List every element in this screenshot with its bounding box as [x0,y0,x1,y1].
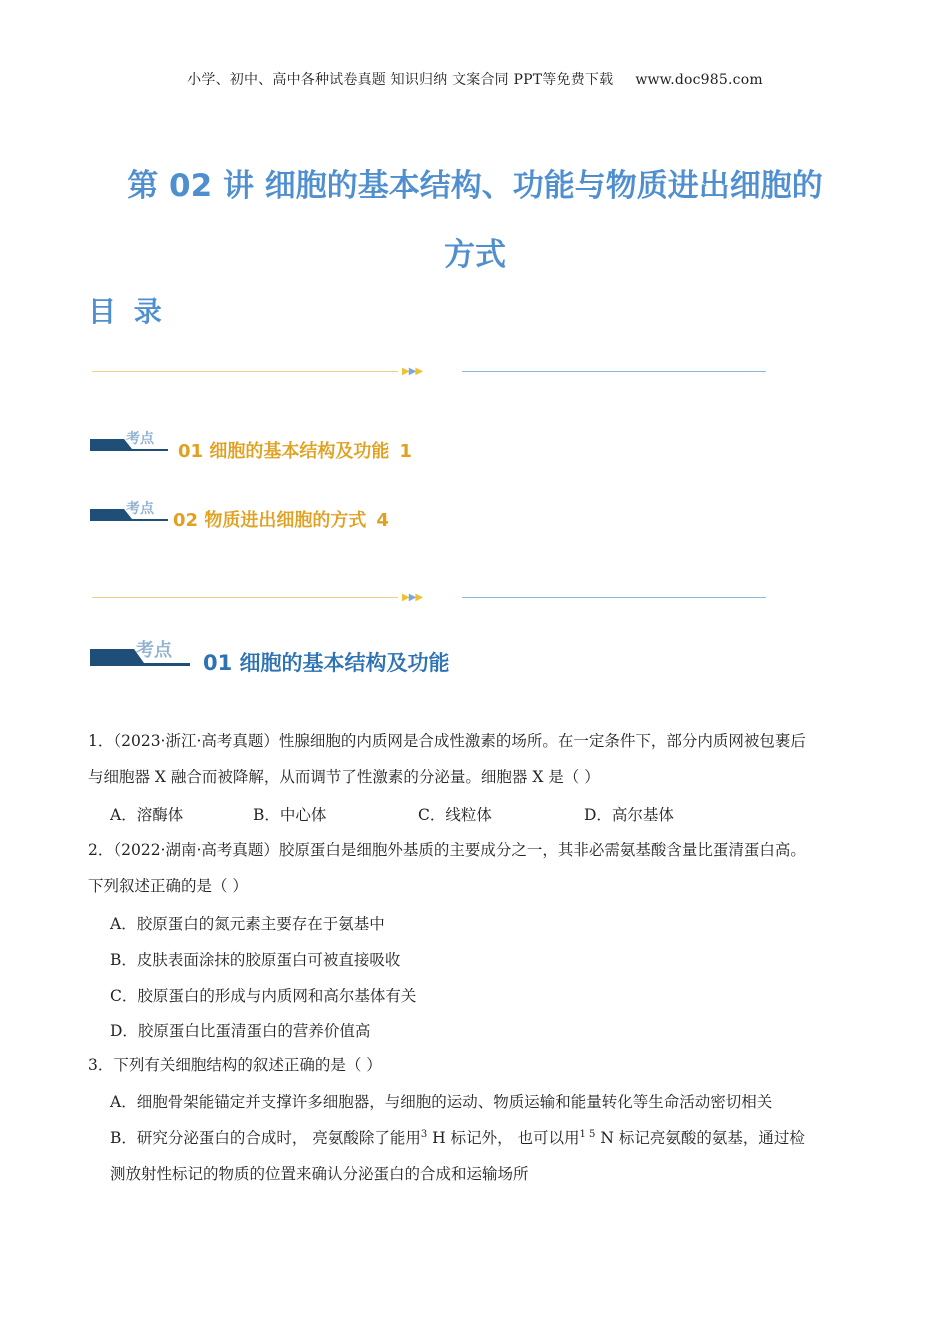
question-3-option-a[interactable]: A．细胞骨架能锚定并支撑许多细胞器，与细胞的运动、物质运输和能量转化等生命活动密切相关 [110,1093,773,1111]
toc-item-2[interactable] [173,506,389,532]
toc-item-page: 1 [399,441,412,462]
question-1-line1: 1．（2023·浙江·高考真题）性腺细胞的内质网是合成性激素的场所。在一定条件下，部分内质网被包裹后 [88,732,806,750]
question-2-line1: 2．（2022·湖南·高考真题）胶原蛋白是细胞外基质的主要成分之一，其非必需氨基酸含量比蛋清蛋白高。 [88,841,806,859]
toc-item-1[interactable] [178,437,412,463]
divider [92,366,766,378]
section-badge [90,639,190,667]
question-1-option-b[interactable]: B．中心体 [253,806,327,824]
kaodian-badge-label: 考点 [126,501,154,517]
page-title-line1: 第 02 讲 细胞的基本结构、功能与物质进出细胞的 [127,168,823,204]
page-title-line2: 方式 [444,237,506,273]
question-1-option-d[interactable]: D．高尔基体 [584,806,674,824]
superscript-15: 1 5 [579,1128,596,1140]
option-b-text-1: B．研究分泌蛋白的合成时， 亮氨酸除了能用 [110,1129,421,1147]
question-3-line1: 3．下列有关细胞结构的叙述正确的是（ ） [88,1056,382,1074]
arrows-icon: ▶▶▶ [402,592,423,603]
page-header [0,69,950,89]
header-text: 小学、初中、高中各种试卷真题 知识归纳 文案合同 PPT等免费下载 [187,72,614,88]
option-b-text-3: N 标记亮氨酸的氨基，通过检 [595,1129,805,1147]
arrows-icon: ▶▶▶ [402,366,423,377]
question-3-option-b-line2: 测放射性标记的物质的位置来确认分泌蛋白的合成和运输场所 [110,1165,529,1183]
toc-item-label: 02 物质进出细胞的方式 [173,510,367,531]
question-2-line2: 下列叙述正确的是（ ） [88,877,248,895]
divider [92,592,766,604]
question-2-option-c[interactable]: C．胶原蛋白的形成与内质网和高尔基体有关 [110,987,417,1005]
question-1-option-a[interactable]: A．溶酶体 [110,806,184,824]
superscript-3: 3 [420,1128,428,1140]
toc-heading: 目 录 [88,295,166,328]
header-site[interactable]: www.doc985.com [635,72,763,88]
section-title: 01 细胞的基本结构及功能 [203,651,450,675]
option-b-text-2: H 标记外， 也可以用 [427,1129,580,1147]
question-1-option-c[interactable]: C．线粒体 [418,806,492,824]
question-2-option-b[interactable]: B．皮肤表面涂抹的胶原蛋白可被直接吸收 [110,951,401,969]
question-3-option-b[interactable] [110,1126,805,1148]
section-badge-label: 考点 [136,640,172,661]
question-1-line2: 与细胞器 X 融合而被降解，从而调节了性激素的分泌量。细胞器 X 是（ ） [88,768,600,786]
question-2-option-d[interactable]: D．胶原蛋白比蛋清蛋白的营养价值高 [110,1022,371,1040]
kaodian-badge [90,500,168,522]
toc-item-page: 4 [376,510,389,531]
kaodian-badge [90,430,168,452]
toc-item-label: 01 细胞的基本结构及功能 [178,441,390,462]
question-2-option-a[interactable]: A．胶原蛋白的氮元素主要存在于氨基中 [110,915,385,933]
kaodian-badge-label: 考点 [126,431,154,447]
